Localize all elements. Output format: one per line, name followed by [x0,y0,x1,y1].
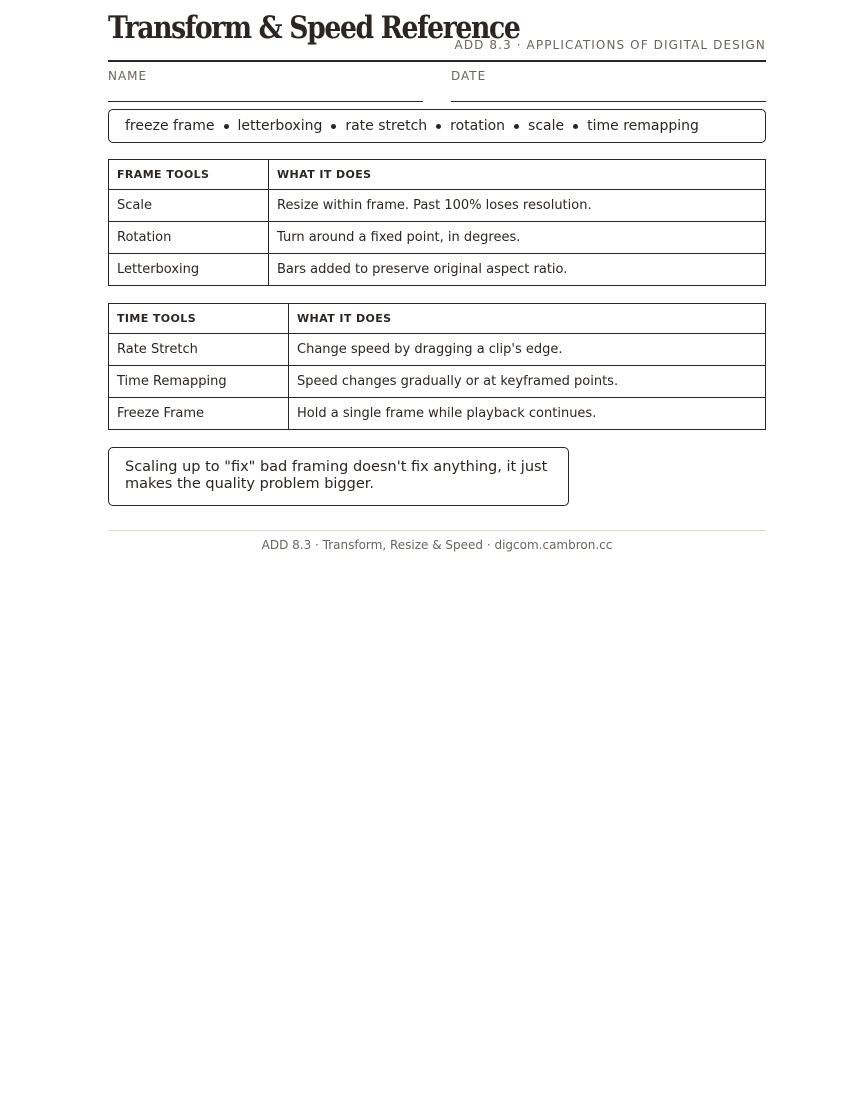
tool-description-cell: Bars added to preserve original aspect ratio. [269,254,766,286]
column-header: FRAME TOOLS [109,160,269,190]
tool-name-cell: Freeze Frame [109,398,289,430]
table-header-row [109,304,766,334]
bullet-separator [224,124,229,129]
column-header: TIME TOOLS [109,304,289,334]
tool-description-cell: Hold a single frame while playback continues. [289,398,766,430]
word-bank-term: rate stretch [345,118,428,134]
tool-name-cell: Scale [109,190,269,222]
word-bank-term: letterboxing [237,118,323,134]
tool-name-cell: Time Remapping [109,366,289,398]
word-bank-term: scale [528,118,565,134]
tool-description-cell: Turn around a fixed point, in degrees. [269,222,766,254]
name-field[interactable] [108,62,423,102]
tool-description-cell: Change speed by dragging a clip's edge. [289,334,766,366]
table-row [109,334,766,366]
bullet-separator [514,124,519,129]
word-bank [108,109,766,143]
tool-description-cell: Resize within frame. Past 100% loses resolution. [269,190,766,222]
frame-tools-table [108,159,766,286]
note-text: Scaling up to "fix" bad framing doesn't fix anything, it just makes the quality problem bigger. [125,459,548,492]
worksheet-header [108,0,766,62]
table-row [109,222,766,254]
table-row [109,190,766,222]
table-row [109,398,766,430]
course-label: ADD 8.3 · APPLICATIONS OF DIGITAL DESIGN [454,38,766,52]
footer-divider [108,530,766,531]
worksheet-page [108,0,766,552]
date-field[interactable] [451,62,766,102]
tool-description-cell: Speed changes gradually or at keyframed points. [289,366,766,398]
column-header: WHAT IT DOES [289,304,766,334]
table-row [109,254,766,286]
column-header: WHAT IT DOES [269,160,766,190]
table-header-row [109,160,766,190]
word-bank-term: rotation [450,118,506,134]
bullet-separator [436,124,441,129]
tool-name-cell: Rate Stretch [109,334,289,366]
table-row [109,366,766,398]
tool-name-cell: Letterboxing [109,254,269,286]
word-bank-term: time remapping [587,118,699,134]
note-box [108,447,569,506]
page-footer: ADD 8.3 · Transform, Resize & Speed · digcom.cambron.cc [261,538,613,552]
date-label: DATE [451,69,487,83]
bullet-separator [331,124,336,129]
bullet-separator [573,124,578,129]
time-tools-table [108,303,766,430]
name-label: NAME [108,69,148,83]
word-bank-term: freeze frame [125,118,215,134]
tool-name-cell: Rotation [109,222,269,254]
page-title: Transform & Speed Reference [108,10,520,46]
student-fields [108,62,766,102]
